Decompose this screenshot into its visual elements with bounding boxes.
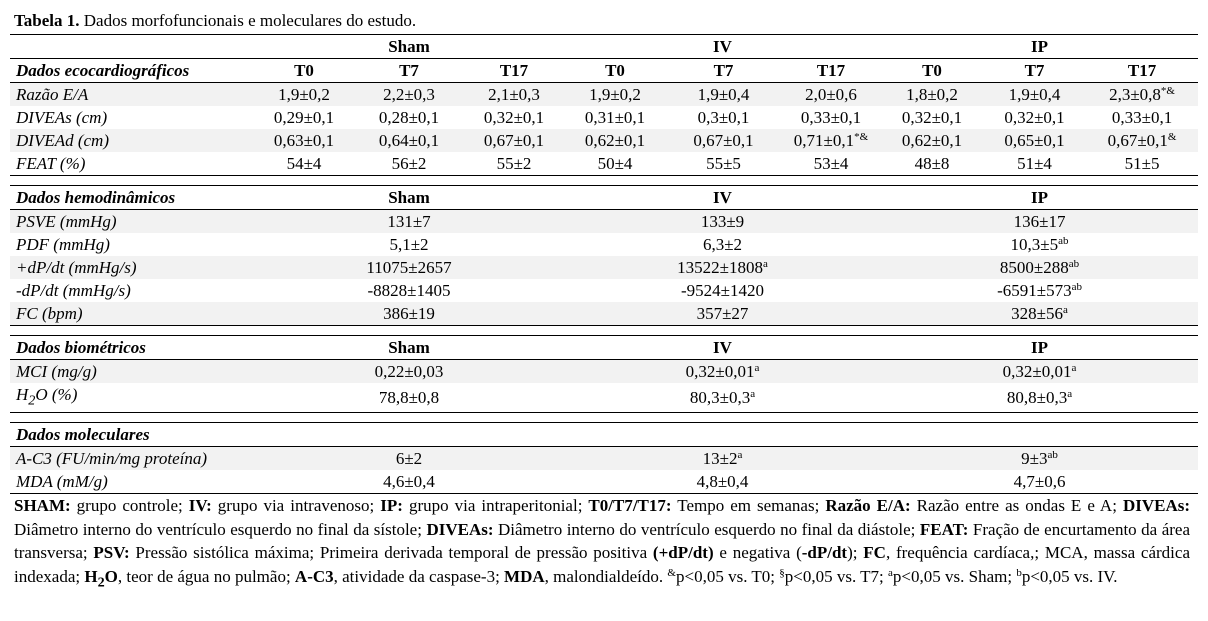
table-caption [14, 10, 416, 32]
value-cell [881, 470, 1198, 494]
note-term-part: O [104, 566, 118, 586]
time-header: T7 [983, 59, 1086, 83]
cell-value: 4,7±0,6 [1013, 472, 1066, 492]
value-cell [564, 470, 881, 494]
caption-label: Tabela 1. [14, 11, 80, 30]
row-label: MDA (mM/g) [10, 470, 254, 494]
note-term: IP: [380, 496, 403, 515]
note-text: Diâmetro interno do ventrículo esquerdo no final da sístole; [14, 519, 427, 539]
significance-mark: a [1063, 303, 1068, 316]
table-row [10, 256, 1198, 279]
value-cell [564, 152, 666, 176]
significance-mark: ab [1068, 257, 1080, 270]
cell-value: 2,1±0,3 [488, 85, 540, 104]
bio-header-row [10, 336, 1198, 360]
cell-value: 51±5 [1124, 154, 1160, 173]
table-row [10, 360, 1198, 384]
cell-value: 48±8 [914, 154, 950, 173]
mol-section-title: Dados moleculares [10, 423, 1198, 447]
value-cell [881, 106, 983, 129]
value-cell [881, 256, 1198, 279]
note-text: grupo via intravenoso; [211, 496, 381, 515]
time-header: T0 [881, 59, 983, 83]
value-cell [254, 83, 354, 107]
table-row [10, 447, 1198, 471]
note-term: PSV: [93, 543, 130, 562]
value-cell [564, 360, 881, 384]
cell-value: 0,31±0,1 [584, 108, 646, 127]
cell-value: 0,3±0,1 [697, 108, 750, 127]
table-footnotes [14, 494, 1190, 594]
value-cell [881, 233, 1198, 256]
cell-value: 1,9±0,2 [278, 85, 330, 104]
table-row [10, 233, 1198, 256]
value-cell [254, 106, 354, 129]
cell-value: 0,67±0,1 [693, 131, 754, 150]
value-cell [881, 383, 1198, 413]
value-cell [666, 152, 781, 176]
row-label-part: H [16, 385, 29, 404]
group-header-ip: IP [881, 336, 1198, 360]
value-cell [1086, 106, 1198, 129]
time-header: T0 [564, 59, 666, 83]
value-cell [564, 83, 666, 107]
significance-mark: a [762, 257, 768, 270]
cell-value: 78,8±0,8 [378, 388, 440, 408]
value-cell [354, 129, 464, 152]
note-term: MDA [504, 566, 545, 586]
note-text: Diâmetro interno do ventrículo esquerdo no final da diástole; [493, 519, 920, 539]
row-label: FEAT (%) [10, 152, 254, 176]
value-cell [254, 302, 564, 326]
note-text: , frequência cardíaca,; MCA, massa cárdica indexada; [14, 543, 1190, 586]
table-row [10, 83, 1198, 107]
row-label: Razão E/A [10, 83, 254, 107]
note-symbol: § [779, 566, 785, 579]
value-cell [564, 279, 881, 302]
value-cell [1086, 152, 1198, 176]
cell-value: 0,22±0,03 [374, 362, 444, 381]
note-term: A-C3 [294, 566, 334, 586]
table-row [10, 152, 1198, 176]
significance-mark: ab [1047, 449, 1058, 462]
value-cell [254, 279, 564, 302]
group-header-ip: IP [881, 186, 1198, 210]
value-cell [564, 129, 666, 152]
value-cell [254, 470, 564, 494]
value-cell [881, 447, 1198, 471]
value-cell [1086, 83, 1198, 107]
group-header-iv: IV [564, 186, 881, 210]
cell-value: 1,8±0,2 [906, 85, 958, 104]
group-header-iv: IV [564, 336, 881, 360]
cell-value: 136±17 [1013, 212, 1066, 231]
mol-header-row [10, 423, 1198, 447]
row-label [10, 383, 254, 413]
value-cell [881, 302, 1198, 326]
cell-value: -6591±573 [997, 281, 1072, 300]
value-cell [666, 129, 781, 152]
time-header: T7 [354, 59, 464, 83]
significance-mark: a [737, 449, 743, 462]
cell-value: 8500±288 [999, 258, 1069, 277]
cell-value: 13522±1808 [677, 258, 763, 277]
note-term: DIVEAs: [1122, 496, 1191, 515]
note-text: ); [847, 543, 864, 562]
significance-mark: a [750, 388, 756, 401]
cell-value: 0,62±0,1 [901, 131, 963, 150]
cell-value: 10,3±5 [1010, 235, 1059, 254]
note-text: , teor de água no pulmão; [117, 566, 295, 586]
row-label-subscript: 2 [28, 392, 36, 409]
hemo-header-row [10, 186, 1198, 210]
cell-value: 0,67±0,1 [1107, 131, 1168, 150]
cell-value: 53±4 [813, 154, 849, 173]
group-header-sham: Sham [254, 336, 564, 360]
cell-value: 0,65±0,1 [1004, 131, 1065, 150]
value-cell [254, 152, 354, 176]
value-cell [254, 360, 564, 384]
row-label: A-C3 (FU/min/mg proteína) [10, 447, 254, 471]
note-term [84, 566, 118, 590]
table-row [10, 106, 1198, 129]
value-cell [564, 447, 881, 471]
row-label: MCI (mg/g) [10, 360, 254, 384]
row-label: DIVEAs (cm) [16, 108, 108, 127]
cell-value: 0,32±0,01 [685, 362, 755, 381]
note-text: Fração de encurtamento da área transversa; [14, 519, 1190, 562]
cell-value: 0,63±0,1 [273, 131, 335, 150]
value-cell [983, 129, 1086, 152]
value-cell [881, 83, 983, 107]
significance-mark: a [1067, 388, 1073, 401]
time-header: T17 [1086, 59, 1198, 83]
row-label: FC (bpm) [10, 302, 254, 326]
cell-value: 1,9±0,4 [1008, 85, 1061, 104]
table-row [10, 383, 1198, 413]
note-text: , malondialdeído. [544, 566, 668, 586]
cell-value: 0,29±0,1 [273, 108, 335, 127]
cell-value: 2,0±0,6 [805, 85, 857, 104]
value-cell [564, 383, 881, 413]
cell-value: 0,32±0,1 [483, 108, 545, 127]
significance-mark: *& [854, 130, 869, 143]
value-cell [781, 106, 881, 129]
cell-value: 0,64±0,1 [378, 131, 440, 150]
value-cell [983, 83, 1086, 107]
value-cell [666, 83, 781, 107]
value-cell [781, 152, 881, 176]
value-cell [564, 256, 881, 279]
cell-value: 328±56 [1011, 304, 1063, 323]
significance-mark: ab [1071, 280, 1082, 293]
value-cell [564, 210, 881, 234]
group-header-ip: IP [881, 35, 1198, 59]
cell-value: 386±19 [383, 304, 435, 323]
note-symbol: a [888, 566, 893, 579]
note-text: Tempo em semanas; [671, 496, 826, 515]
cell-value: 55±2 [496, 154, 532, 173]
value-cell [254, 210, 564, 234]
note-term: IV: [188, 496, 212, 515]
note-text: p<0,05 vs. IV. [1021, 566, 1118, 586]
row-label-part: O (%) [35, 385, 78, 404]
table-row [10, 129, 1198, 152]
table-row [10, 470, 1198, 494]
value-cell [781, 83, 881, 107]
note-term: -dP/dt [801, 543, 848, 562]
note-term-part: H [84, 566, 98, 586]
row-label: DIVEAd (cm) [10, 129, 254, 152]
cell-value: 4,8±0,4 [696, 472, 749, 492]
significance-mark: ab [1058, 234, 1069, 247]
value-cell [354, 152, 464, 176]
value-cell [781, 129, 881, 152]
table-row [10, 279, 1198, 302]
value-cell [881, 152, 983, 176]
significance-mark: *& [1160, 84, 1175, 97]
note-text: Razão entre as ondas E e A; [910, 496, 1123, 515]
note-text: p<0,05 vs. Sham; [892, 566, 1017, 586]
cell-value: -9524±1420 [681, 281, 764, 300]
cell-value: 0,67±0,1 [483, 131, 545, 150]
note-term: FC [863, 543, 886, 562]
cell-value: 0,71±0,1 [793, 131, 855, 150]
value-cell [881, 129, 983, 152]
note-term: (+dP/dt) [652, 543, 714, 562]
value-cell [254, 233, 564, 256]
note-text: p<0,05 vs. T0; [675, 566, 780, 586]
cell-value: 0,28±0,1 [378, 108, 440, 127]
note-term: FEAT: [919, 519, 969, 539]
time-header: T0 [254, 59, 354, 83]
cell-value: 131±7 [387, 212, 431, 231]
value-cell [254, 129, 354, 152]
value-cell [881, 210, 1198, 234]
row-label: +dP/dt (mmHg/s) [10, 256, 254, 279]
caption-text: Dados morfofuncionais e moleculares do estudo. [83, 11, 417, 30]
cell-value: 133±9 [700, 212, 745, 231]
row-label: PSVE (mmHg) [10, 210, 254, 234]
echo-header-row [10, 59, 1198, 83]
significance-mark: a [754, 361, 760, 374]
value-cell [464, 129, 564, 152]
data-table [10, 34, 1198, 494]
value-cell [983, 152, 1086, 176]
note-symbol: & [667, 566, 676, 579]
value-cell [464, 83, 564, 107]
note-term: DIVEAs: [426, 519, 494, 539]
note-text: e negativa ( [713, 543, 802, 562]
note-text: , atividade da caspase-3; [333, 566, 505, 586]
note-text: Pressão sistólica máxima; Primeira derivada temporal de pressão positiva [129, 543, 653, 562]
value-cell [666, 106, 781, 129]
cell-value: 11075±2657 [366, 258, 452, 277]
cell-value: 2,2±0,3 [383, 85, 435, 104]
cell-value: 0,33±0,1 [1111, 108, 1173, 127]
cell-value: 4,6±0,4 [383, 472, 435, 492]
hemo-section-title: Dados hemodinâmicos [10, 186, 254, 210]
value-cell [564, 233, 881, 256]
cell-value: 0,32±0,1 [901, 108, 963, 127]
cell-value: 0,62±0,1 [584, 131, 646, 150]
value-cell [354, 83, 464, 107]
cell-value: 0,32±0,01 [1002, 362, 1072, 381]
value-cell [254, 447, 564, 471]
value-cell [983, 106, 1086, 129]
note-term: SHAM: [14, 496, 71, 515]
cell-value: 6,3±2 [702, 235, 743, 254]
value-cell [1086, 129, 1198, 152]
note-term: T0/T7/T17: [588, 496, 672, 515]
group-header-row [10, 35, 1198, 59]
bio-section-title: Dados biométricos [10, 336, 254, 360]
value-cell [354, 106, 464, 129]
cell-value: 6±2 [395, 449, 423, 469]
cell-value: 5,1±2 [389, 235, 429, 254]
value-cell [881, 279, 1198, 302]
note-text: grupo via intraperitonial; [402, 496, 589, 515]
cell-value: 2,3±0,8 [1109, 85, 1161, 104]
cell-value: 1,9±0,2 [589, 85, 641, 104]
note-term: Razão E/A: [825, 496, 911, 515]
note-symbol: b [1016, 566, 1022, 579]
time-header: T17 [464, 59, 564, 83]
note-text: grupo controle; [70, 496, 189, 515]
cell-value: 0,33±0,1 [800, 108, 862, 127]
echo-section-title: Dados ecocardiográficos [10, 59, 254, 83]
significance-mark: a [1071, 361, 1077, 374]
cell-value: 55±5 [706, 154, 741, 173]
value-cell [881, 360, 1198, 384]
row-label: -dP/dt (mmHg/s) [16, 281, 131, 300]
table-row [10, 302, 1198, 326]
note-text: p<0,05 vs. T7; [784, 566, 889, 586]
cell-value: 9±3 [1021, 449, 1048, 469]
cell-value: 54±4 [286, 154, 322, 173]
time-header: T7 [666, 59, 781, 83]
cell-value: 56±2 [391, 154, 427, 173]
cell-value: -8828±1405 [367, 281, 451, 300]
cell-value: 80,3±0,3 [689, 388, 751, 408]
cell-value: 357±27 [696, 304, 749, 323]
cell-value: 80,8±0,3 [1006, 388, 1068, 408]
cell-value: 1,9±0,4 [697, 85, 750, 104]
group-header-iv: IV [564, 35, 881, 59]
row-label: PDF (mmHg) [16, 235, 110, 254]
value-cell [564, 302, 881, 326]
time-header: T17 [781, 59, 881, 83]
value-cell [254, 256, 564, 279]
value-cell [254, 383, 564, 413]
group-header-sham: Sham [254, 186, 564, 210]
value-cell [564, 106, 666, 129]
cell-value: 0,32±0,1 [1004, 108, 1065, 127]
cell-value: 50±4 [597, 154, 633, 173]
cell-value: 51±4 [1017, 154, 1052, 173]
significance-mark: & [1167, 130, 1177, 143]
value-cell [464, 152, 564, 176]
cell-value: 13±2 [702, 449, 738, 469]
table-row [10, 210, 1198, 234]
value-cell [464, 106, 564, 129]
group-header-sham: Sham [254, 35, 564, 59]
note-term-subscript: 2 [97, 573, 105, 590]
